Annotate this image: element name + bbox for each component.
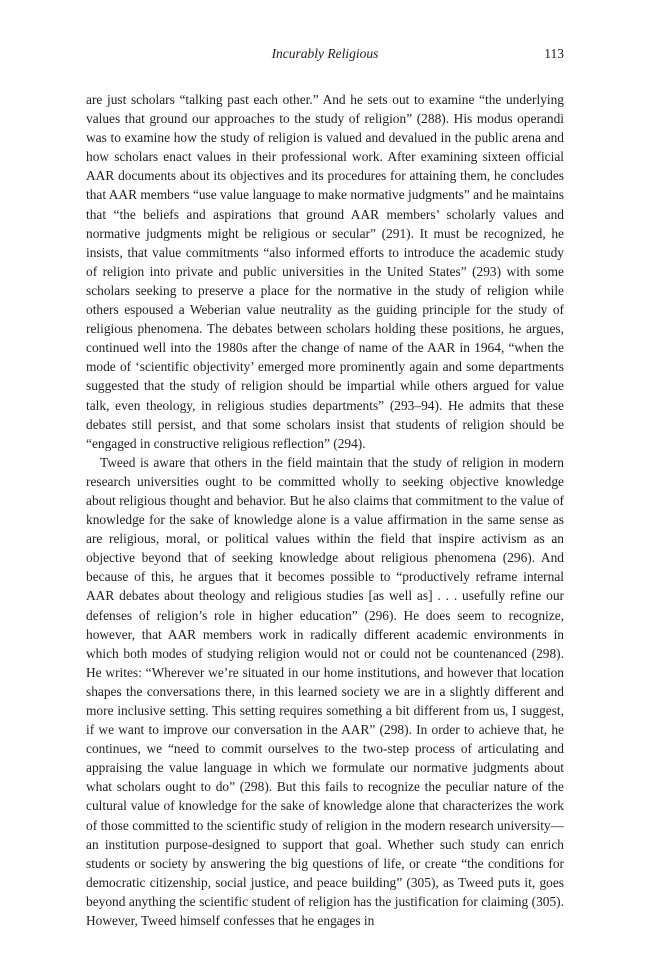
running-head <box>86 44 564 64</box>
running-title: Incurably Religious <box>271 46 379 61</box>
body-text <box>86 90 564 930</box>
paragraph-continued: are just scholars “talking past each other.” And he sets out to examine “the underlying values that ground our approaches to the study of religion” (288). His modus operandi was to examine how the study of religion is valued and devalued in the public arena and how scholars enact values in their professional work. After examining sixteen official AAR documents about its objectives and its procedures for attaining them, he concludes that AAR members “use value language to make normative judgments” and he maintains that “the beliefs and aspirations that ground AAR members’ scholarly values and normative judgments might be religious or secular” (291). It must be recognized, he insists, that value commitments “also informed efforts to introduce the academic study of religion into private and public universities in the United States” (293) with some scholars seeking to preserve a place for the normative in the study of religion while others espoused a Weberian value neutrality as the guiding principle for the study of religious phenomena. The debates between scholars holding these positions, he argues, continued well into the 1980s after the change of name of the AAR in 1964, “when the mode of ‘scientific objectivity’ emerged more prominently again and some departments suggested that the study of religion should be impartial while others argued for value talk, even theology, in religious studies departments” (293–94). He admits that these debates still persist, and that some scholars insist that students of religion should be “engaged in constructive religious reflection” (294). <box>86 92 564 451</box>
page-number: 113 <box>544 46 564 61</box>
paragraph: Tweed is aware that others in the field maintain that the study of religion in modern research universities ought to be committed wholly to seeking objective knowledge about religious thought and behavior. But he also claims that commitment to the value of knowledge for the sake of knowledge alone is a value affirmation in the same sense as are religious, moral, or political values within the field that inspire activism as an objective beyond that of seeking knowledge about religious phenomena (296). And because of this, he argues that it becomes possible to “productively reframe internal AAR debates about theology and religious studies [as well as] . . . usefully refine our defenses of religion’s role in higher education” (296). He does seem to recognize, however, that AAR members work in radically different academic environments in which both modes of studying religion would not or could not be countenanced (298). He writes: “Wherever we’re situated in our home institutions, and however that location shapes the conversations there, in this learned society we are in a slightly different and more inclusive setting. This setting requires something a bit different from us, I suggest, if we want to improve our conversation in the AAR” (298). In order to achieve that, he continues, we “need to commit ourselves to the two-step process of articulating and appraising the value language in which we formulate our normative judgments about what scholars ought to do” (298). But this fails to recognize the peculiar nature of the cultural value of knowledge for the sake of knowledge alone that characterizes the work of those committed to the scientific study of religion in the modern research university—an institution purpose-designed to support that goal. Whether such study can enrich students or society by answering the big questions of life, or create “the conditions for democratic citizenship, social justice, and peace building” (305), as Tweed puts it, goes beyond anything the scientific student of religion has the justification for claiming (305). However, Tweed himself confesses that he engages in <box>86 454 564 929</box>
